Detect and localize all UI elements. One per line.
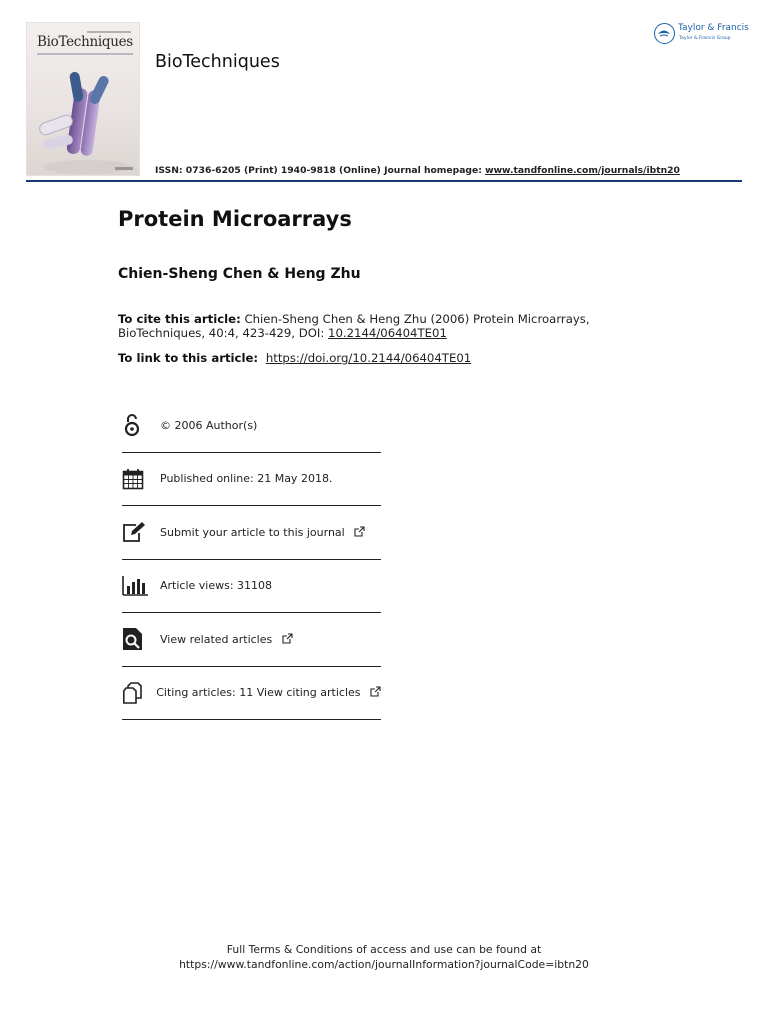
footer-terms-link[interactable]: https://www.tandfonline.com/action/journalInformation?journalCode=ibtn20: [179, 958, 589, 971]
footer-terms: [0, 942, 768, 972]
published-row: [122, 453, 381, 507]
issn-line: [155, 165, 680, 176]
edit-icon: [122, 517, 158, 547]
cite-doi-link[interactable]: 10.2144/06404TE01: [328, 326, 447, 340]
bar-chart-icon: [122, 571, 158, 601]
views-row: [122, 560, 381, 614]
calendar-icon: [122, 464, 158, 494]
submit-row[interactable]: [122, 506, 381, 560]
journal-cover-image: [26, 22, 140, 176]
published-text: Published online: 21 May 2018.: [160, 472, 333, 486]
copyright-text: © 2006 Author(s): [160, 418, 258, 432]
citing-articles-link[interactable]: [156, 686, 381, 699]
journal-name: BioTechniques: [155, 52, 280, 72]
header-divider: [26, 180, 742, 182]
citation-block: [118, 312, 658, 340]
search-document-icon: [122, 624, 158, 654]
footer-line-1: Full Terms & Conditions of access and use can be found at: [226, 943, 542, 956]
cite-text: Chien-Sheng Chen & Heng Zhu (2006) Protein Microarrays, BioTechniques, 40:4, 423-429, DOI:: [118, 312, 590, 340]
article-authors: Chien-Sheng Chen & Heng Zhu: [118, 266, 361, 282]
article-link-block: [118, 351, 471, 365]
external-link-icon: [370, 686, 381, 697]
cover-publisher-mark: [115, 167, 133, 170]
cite-label: To cite this article:: [118, 312, 241, 326]
citing-articles-text: Citing articles: 11 View citing articles: [156, 686, 361, 700]
external-link-icon: [354, 526, 365, 537]
issn-text: ISSN: 0736-6205 (Print) 1940-9818 (Online) Journal homepage:: [155, 165, 482, 176]
external-link-icon: [282, 633, 293, 644]
cover-subtitle-bar: [37, 53, 133, 55]
related-row[interactable]: [122, 613, 381, 667]
related-articles-text: View related articles: [160, 632, 273, 646]
publisher-logo[interactable]: [654, 22, 749, 48]
doi-link[interactable]: https://doi.org/10.2144/06404TE01: [265, 351, 472, 365]
citing-row[interactable]: [122, 667, 381, 721]
link-label: To link to this article:: [118, 351, 259, 365]
citing-documents-icon: [122, 678, 154, 708]
related-articles-link[interactable]: [160, 633, 293, 646]
submit-article-text: Submit your article to this journal: [160, 525, 345, 539]
antibody-illustration: [27, 59, 140, 176]
publisher-name: Taylor & Francis: [678, 23, 749, 33]
journal-homepage-link[interactable]: www.tandfonline.com/journals/ibtn20: [485, 165, 680, 176]
publisher-group: Taylor & Francis Group: [679, 36, 731, 41]
open-access-icon: [122, 410, 158, 440]
views-text: Article views: 31108: [160, 579, 273, 593]
submit-article-link[interactable]: [160, 526, 365, 539]
article-info-list: [122, 399, 381, 720]
cover-top-mark: [87, 31, 131, 33]
cover-title: BioTechniques: [37, 34, 133, 50]
copyright-row: [122, 399, 381, 453]
publisher-logo-icon: [654, 23, 675, 44]
article-title: Protein Microarrays: [118, 207, 352, 231]
